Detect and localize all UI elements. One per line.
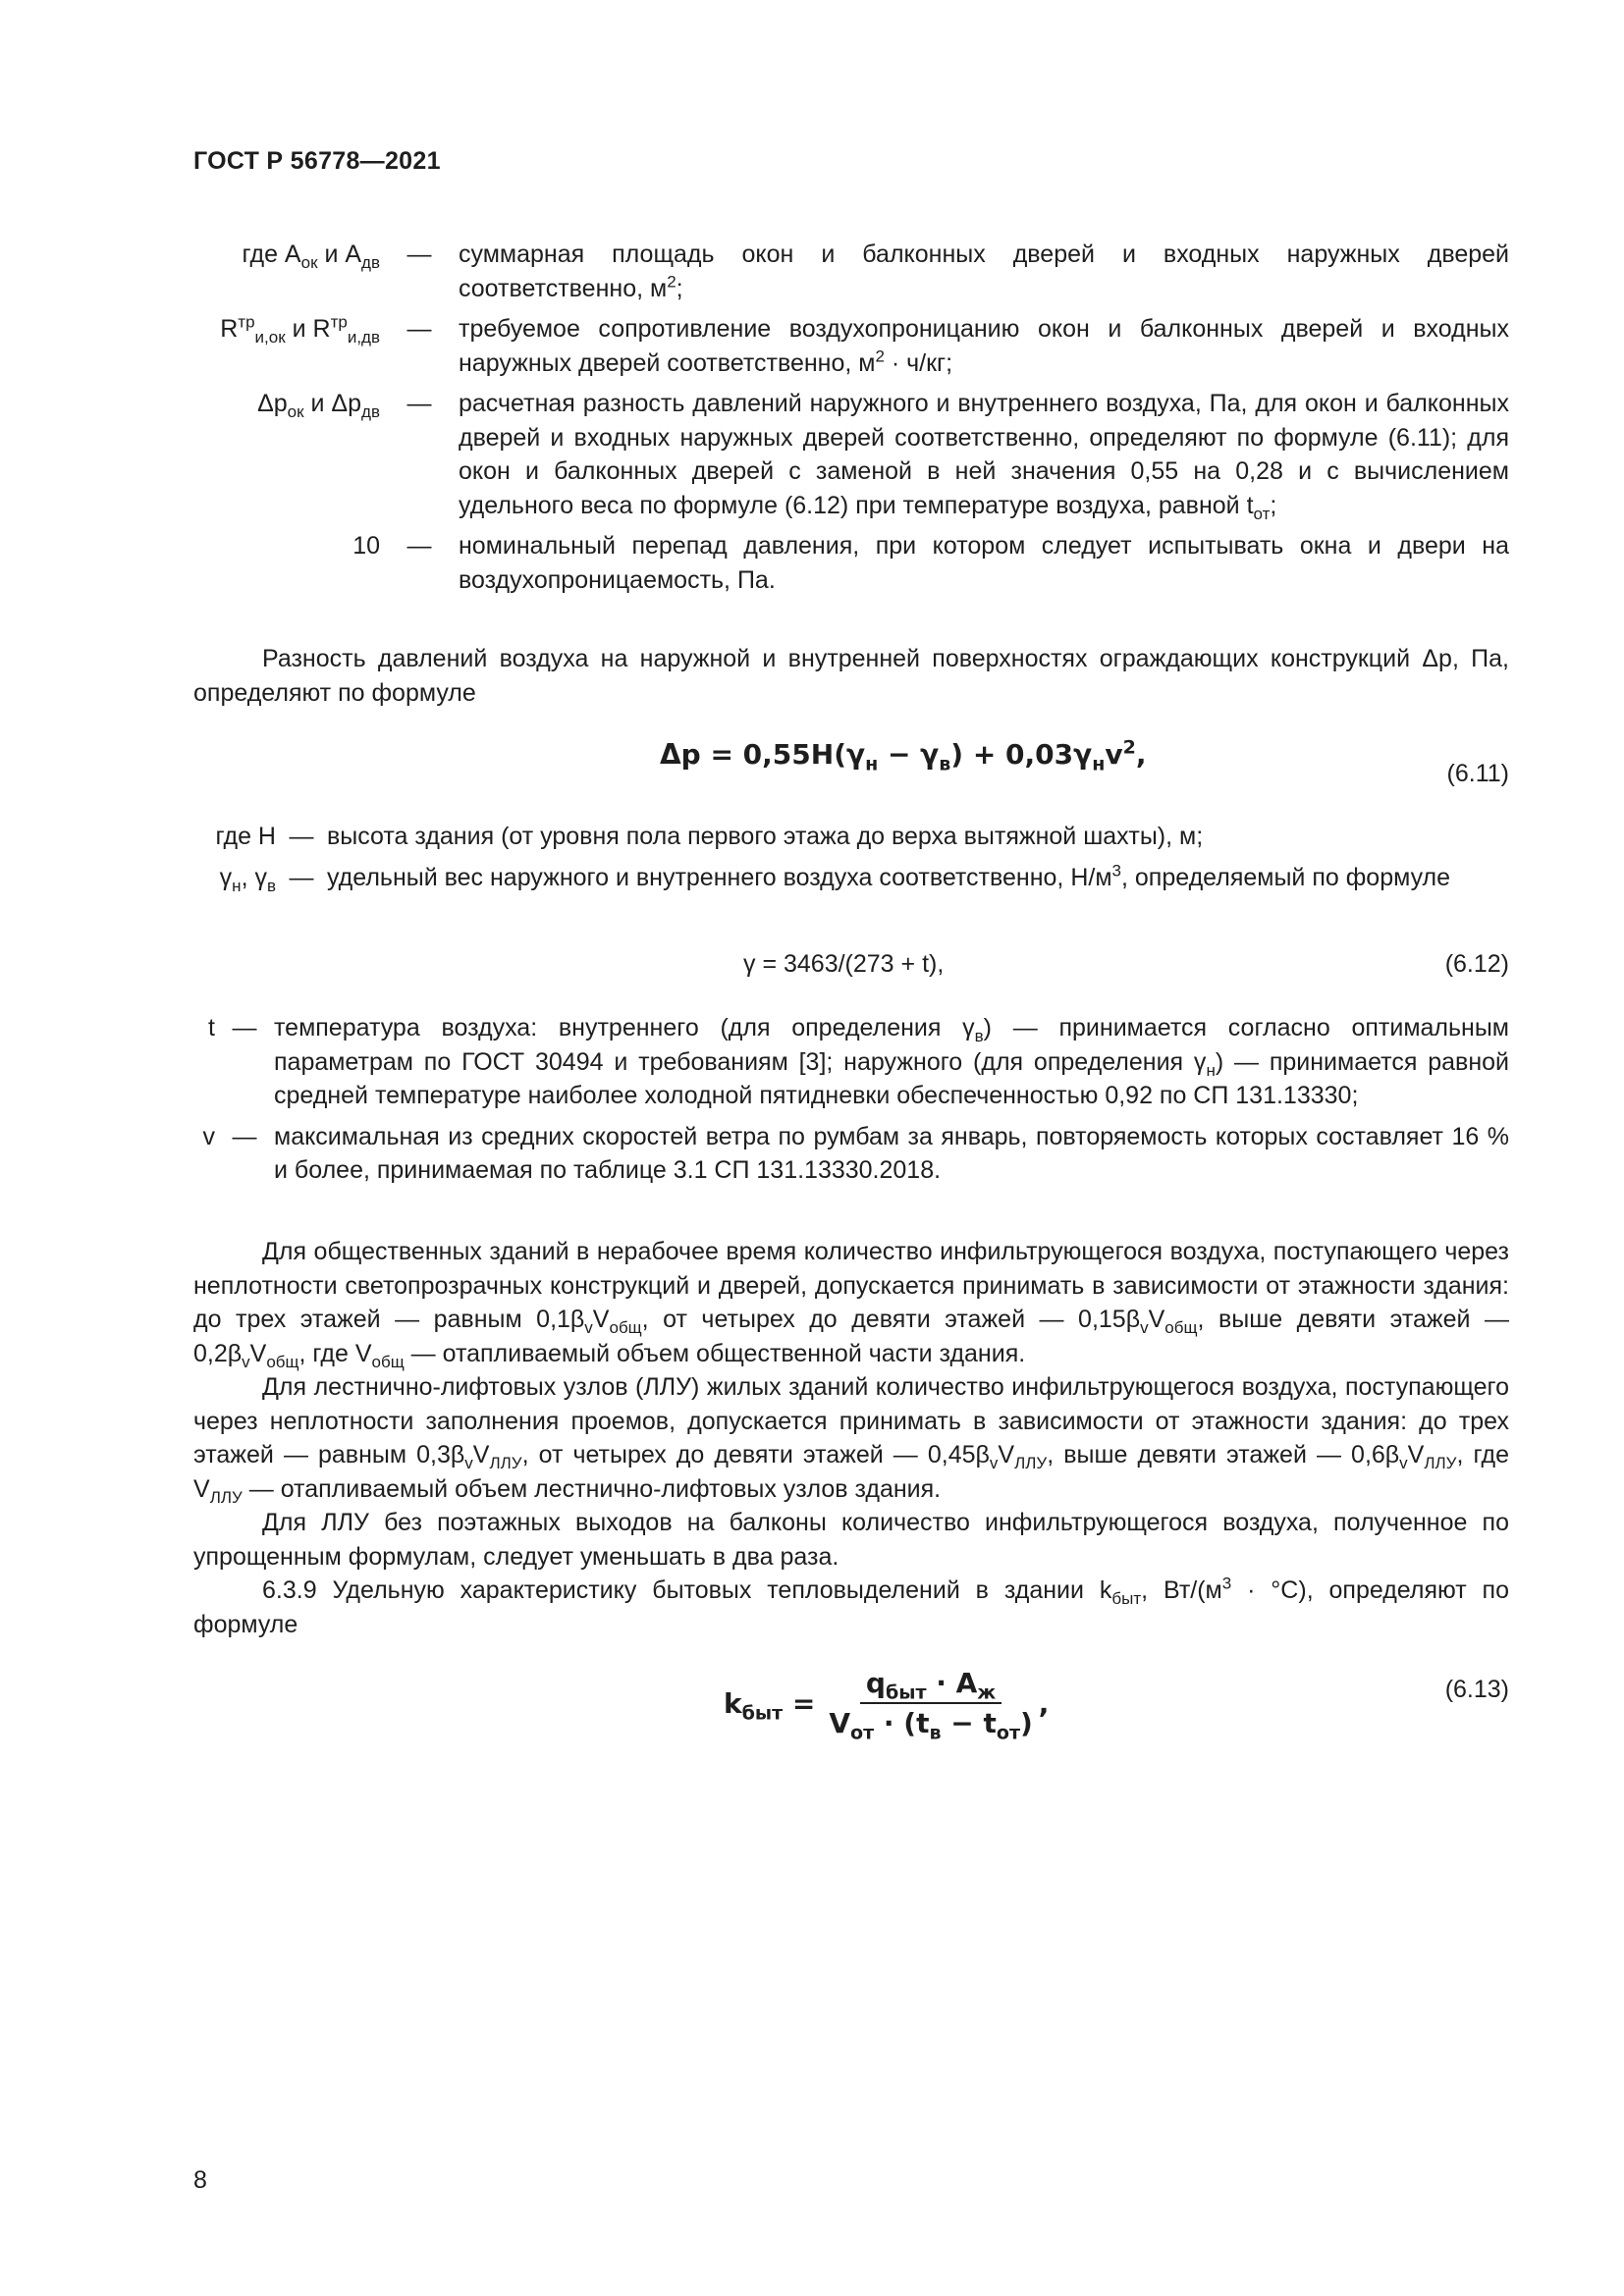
definition-dash: — [406, 315, 432, 343]
page-number: 8 [193, 2166, 207, 2194]
definitions-list-3 [193, 1011, 1509, 1195]
formula-6-13-expression [724, 1654, 1049, 1752]
definitions-list-2 [193, 820, 1509, 901]
formula-6-13-numerator: $q_{быт} \cdot A_ж$ [860, 1667, 1001, 1704]
paragraph-llu-reduction: Для ЛЛУ без поэтажных выходов на балконы количество инфильтрующегося воздуха, полученное по упрощенным формулам, следует уменьшать в два раза. [193, 1509, 1509, 1571]
definition-dash: — [406, 240, 432, 268]
definition-description: высота здания (от уровня пола первого этажа до верха вытяжной шахты), м; [327, 823, 1204, 850]
definition-term: $R^{тр}_{и,ок}$ и $R^{тр}_{и,дв}$ [220, 312, 380, 347]
definition-description: максимальная из средних скоростей ветра по румбам за январь, повторяемость которых составляет 16 % и более, принимаемая по таблице 3.1 СП 131.13330.2018. [274, 1122, 1509, 1184]
definition-description: расчетная разность давлений наружного и внутреннего воздуха, Па, для окон и балконных дверей и входных наружных дверей соответственно, определяют по формуле (6.11); для окон и балконных дверей с заменой в ней значения 0,55 на 0,28 и с вычислением удельного веса по формуле (6.12) при температуре воздуха, равной $t_{от}$; [459, 390, 1509, 523]
definition-description: суммарная площадь окон и балконных дверей и входных наружных дверей соответственно, $м^2$; [459, 240, 1509, 302]
paragraph-pressure-intro: Разность давлений воздуха на наружной и внутренней поверхностях ограждающих конструкций Δp, Па, определяют по формуле [193, 645, 1509, 707]
definition-dash: — [289, 863, 314, 891]
definition-row [193, 861, 1509, 895]
definition-description: требуемое сопротивление воздухопроницанию окон и балконных дверей и входных наружных дверей соответственно, $м^2 \cdot ч/кг$; [459, 315, 1509, 377]
formula-6-13 [193, 1654, 1509, 1752]
definition-row [193, 238, 1509, 305]
definition-dash: — [406, 532, 432, 560]
paragraph-public-buildings: Для общественных зданий в нерабочее время количество инфильтрующегося воздуха, поступающего через неплотности светопрозрачных конструкций и дверей, допускается принимать в зависимости от этажности здания: до трех этажей — равным $0,1\beta_vV_{общ}$, от четырех до девяти этажей — $0,15\beta_vV_{общ}$, выше девяти этажей — $0,2\beta_vV_{общ}$, где $V_{общ}$ — отапливаемый объем общественной части здания. [193, 1238, 1509, 1371]
paragraph-stair-lift-units: Для лестнично-лифтовых узлов (ЛЛУ) жилых зданий количество инфильтрующегося воздуха, поступающего через неплотности заполнения проемов, допускается принимать в зависимости от этажности здания: до трех этажей — равным $0,3\beta_vV_{ЛЛУ}$, от четырех до девяти этажей — $0,45\beta_vV_{ЛЛУ}$, выше девяти этажей — $0,6\beta_vV_{ЛЛУ}$, где $V_{ЛЛУ}$ — отапливаемый объем лестнично-лифтовых узлов здания. [193, 1373, 1509, 1507]
definition-row [193, 820, 1509, 854]
formula-6-13-tail: , [1038, 1686, 1050, 1720]
formula-6-13-denominator: $V_{от} \cdot (t_в - t_{от})$ [829, 1707, 1033, 1744]
formula-6-13-number: (6.13) [1444, 1676, 1509, 1703]
definition-row [193, 1120, 1509, 1188]
formula-6-11-number: (6.11) [1446, 760, 1509, 787]
definition-term: 10 [352, 532, 380, 560]
formula-6-11 [193, 738, 1509, 787]
formula-6-12 [193, 950, 1509, 989]
definition-term: v [202, 1122, 215, 1150]
formula-6-13-lhs: $k_{быт}$ = [724, 1686, 816, 1725]
definition-dash: — [289, 823, 314, 850]
formula-6-13-fraction [823, 1667, 1038, 1744]
definition-term: $\Delta p_{ок}$ и $\Delta p_{дв}$ [257, 390, 380, 421]
paragraph-6-3-9: 6.3.9 Удельную характеристику бытовых тепловыделений в здании $k_{быт}$, $Вт/(м^3 \cdot ^\circ С)$, определяют по формуле [193, 1574, 1509, 1638]
formula-6-12-expression: γ = 3463/(273 + t), [743, 950, 945, 978]
definition-term: где H [215, 823, 276, 850]
definition-row [193, 1011, 1509, 1113]
definition-dash: — [232, 1122, 257, 1150]
definition-dash: — [406, 390, 432, 417]
formula-6-12-number: (6.12) [1444, 950, 1509, 978]
document-header: ГОСТ Р 56778—2021 [193, 147, 441, 175]
formula-6-11-expression: $\Delta p = 0,55H(\gamma_н - \gamma_в) + 0,03\gamma_нv^2$, [660, 736, 1147, 775]
definition-term: где $A_{ок}$ и $A_{дв}$ [242, 240, 380, 272]
definition-term: $\gamma_н$, $\gamma_в$ [219, 863, 276, 895]
definition-description: удельный вес наружного и внутреннего воздуха соответственно, $Н/м^3$, определяемый по формуле [327, 861, 1451, 891]
definitions-list-1 [193, 238, 1509, 604]
definition-description: температура воздуха: внутреннего (для определения $\gamma_в$) — принимается согласно оптимальным параметрам по ГОСТ 30494 и требованиям [3]; наружного (для определения $\gamma_н$) — принимается равной средней температуре наиболее холодной пятидневки обеспеченностью 0,92 по СП 131.13330; [274, 1014, 1509, 1109]
definition-row [193, 387, 1509, 522]
definition-row [193, 312, 1509, 380]
definition-description: номинальный перепад давления, при котором следует испытывать окна и двери на воздухопроницаемость, Па. [459, 532, 1509, 594]
definition-dash: — [232, 1014, 257, 1041]
definition-row [193, 529, 1509, 597]
definition-term: t [208, 1014, 215, 1041]
